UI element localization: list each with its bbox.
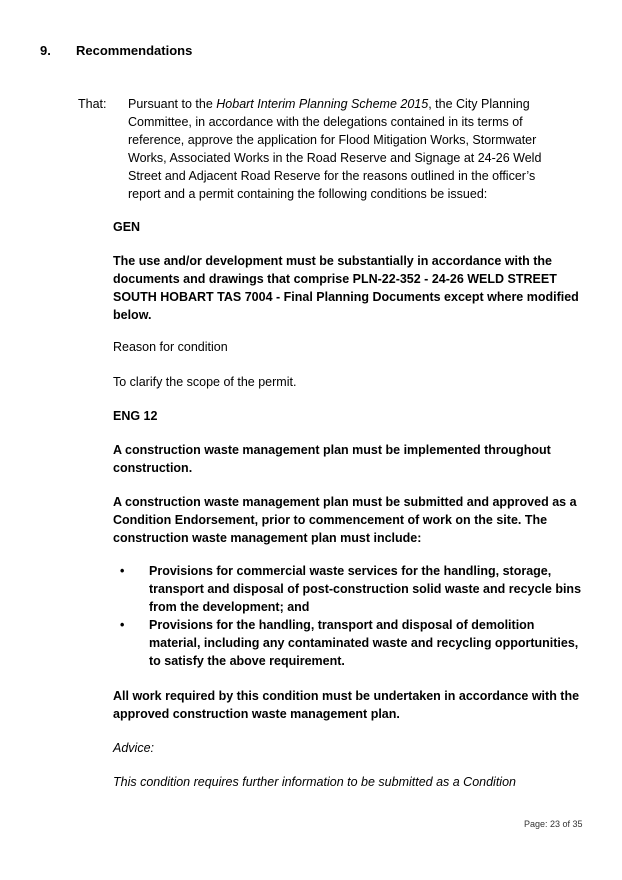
section-heading <box>40 42 192 60</box>
list-item <box>113 562 583 616</box>
section-title: Recommendations <box>76 43 193 58</box>
bullet-icon: • <box>120 618 125 632</box>
gen-condition-text: The use and/or development must be substantially in accordance with the documents and drawings that comprise PLN-22-352 - 24-26 WELD STREET SOUTH HOBART TAS 7004 - Final Planning Documents except where modified below. <box>113 254 579 322</box>
advice-text: This condition requires further information to be submitted as a Condition <box>113 775 516 789</box>
gen-reason-label: Reason for condition <box>113 340 228 354</box>
eng12-para2: A construction waste management plan must be submitted and approved as a Condition Endorsement, prior to commencement of work on the site. The construction waste management plan must include: <box>113 495 577 545</box>
intro-paragraph <box>128 95 568 203</box>
eng12-para3: All work required by this condition must be undertaken in accordance with the approved construction waste management plan. <box>113 689 580 721</box>
intro-post: , the City Planning Committee, in accordance with the delegations contained in its terms of reference, approve the application for Flood Mitigation Works, Stormwater Works, Associated Works in the Road Reserve and Signage at 24-26 Weld Street and Adjacent Road Reserve for the reasons outlined in the officer’s report and a permit containing the following conditions be issued: <box>128 97 542 201</box>
eng12-bullet-list <box>113 562 583 670</box>
intro-pre: Pursuant to the <box>128 97 217 111</box>
section-number: 9. <box>40 43 51 58</box>
bullet-text: Provisions for the handling, transport and disposal of demolition material, including any contaminated waste and recycling opportunities, to satisfy the above requirement. <box>149 618 579 668</box>
bullet-icon: • <box>120 564 125 578</box>
page-number: Page: 23 of 35 <box>524 819 583 829</box>
gen-reason-text: To clarify the scope of the permit. <box>113 375 297 389</box>
list-item <box>113 616 583 670</box>
eng12-para1: A construction waste management plan must be implemented throughout construction. <box>113 443 551 475</box>
scheme-name: Hobart Interim Planning Scheme 2015 <box>216 97 429 111</box>
that-label: That: <box>78 97 107 111</box>
eng12-code: ENG 12 <box>113 409 158 423</box>
bullet-text: Provisions for commercial waste services for the handling, storage, transport and disposal of post-construction solid waste and recycle bins from the development; and <box>149 564 582 614</box>
gen-code: GEN <box>113 220 141 234</box>
intro-block <box>128 95 568 203</box>
advice-label: Advice: <box>113 741 154 755</box>
